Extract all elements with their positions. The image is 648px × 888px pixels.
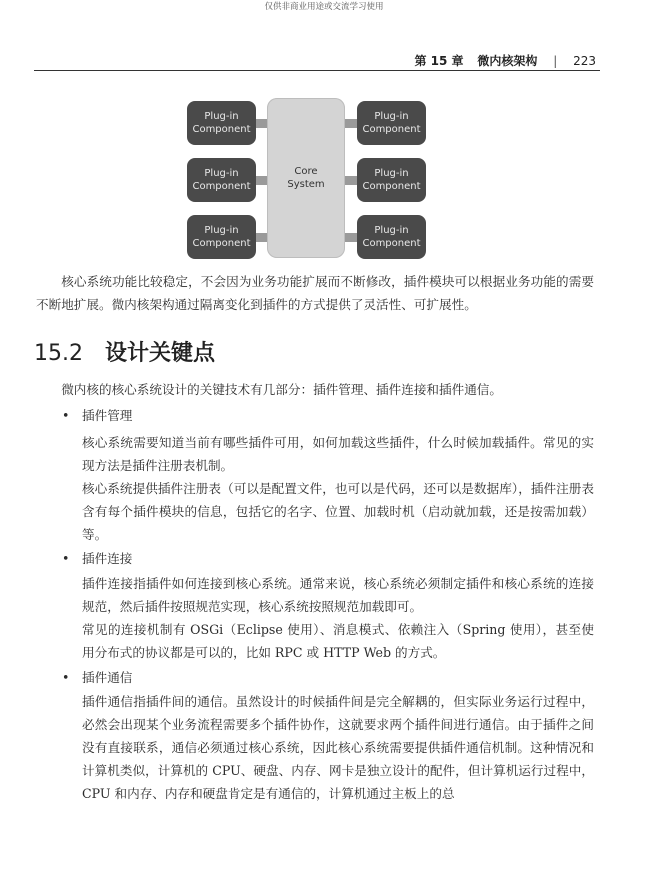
core-label-line1: Core [294,166,318,177]
plugin-box-right-bottom [357,215,426,259]
watermark-text: 仅供非商业用途或交流学习使用 [264,2,384,12]
plugin-label-line2: Component [362,181,421,192]
section-number: 15.2 [34,341,83,366]
item-paragraph: 核心系统提供插件注册表（可以是配置文件，也可以是代码，还可以是数据库），插件注册表含有每个插件模块的信息，包括它的名字、位置、加载时机（启动就加载，还是按需加载）等。 [82,481,594,542]
plugin-box-right-top [357,101,426,145]
running-header [34,52,600,71]
connector-right-bottom [345,233,357,242]
plugin-label-line2: Component [362,238,421,249]
item-paragraph: 常见的连接机制有 OSGi（Eclipse 使用）、消息模式、依赖注入（Spring 使用），甚至使用分布式的协议都是可以的，比如 RPC 或 HTTP Web 的方式。 [82,622,594,660]
bullet-marker: • [62,551,70,566]
bullet-marker: • [62,408,70,423]
item-label-plugin-management: 插件管理 [82,408,133,423]
item-label-plugin-connection: 插件连接 [82,551,133,566]
intro-paragraph: 核心系统功能比较稳定，不会因为业务功能扩展而不断修改，插件模块可以根据业务功能的需要不断地扩展。微内核架构通过隔离变化到插件的方式提供了灵活性、可扩展性。 [36,274,594,312]
plugin-box-left-middle [187,158,256,202]
header-right [414,52,596,69]
header-chapter: 第 15 章 [414,54,464,68]
microkernel-diagram [181,93,433,257]
plugin-label-line1: Plug-in [204,225,239,236]
section-heading [34,336,215,367]
page-number: 223 [573,54,596,68]
plugin-label-line2: Component [362,124,421,135]
connector-right-top [345,119,357,128]
plugin-label-line1: Plug-in [204,168,239,179]
plugin-box-left-bottom [187,215,256,259]
item-paragraph: 核心系统需要知道当前有哪些插件可用，如何加载这些插件，什么时候加载插件。常见的实现方法是插件注册表机制。 [82,435,594,473]
bullet-marker: • [62,670,70,685]
plugin-label-line1: Plug-in [204,111,239,122]
plugin-label-line2: Component [192,181,251,192]
section-intro-paragraph: 微内核的核心系统设计的关键技术有几部分：插件管理、插件连接和插件通信。 [61,382,502,397]
item-paragraph: 插件连接指插件如何连接到核心系统。通常来说，核心系统必须制定插件和核心系统的连接规范，然后插件按照规范实现，核心系统按照规范加载即可。 [82,576,594,614]
item-paragraph: 插件通信指插件间的通信。虽然设计的时候插件间是完全解耦的，但实际业务运行过程中，必然会出现某个业务流程需要多个插件协作，这就要求两个插件间进行通信。由于插件之间没有直接联系，通信必须通过核心系统，因此核心系统需要提供插件通信机制。这种情况和计算机类似，计算机的 CPU、硬盘、内存、网卡是独立设计的配件，但计算机运行过程中，CPU 和内存、内存和硬盘肯定是有通信的，计算机通过主板上的总 [82,694,594,801]
plugin-box-left-top [187,101,256,145]
item-label-plugin-communication: 插件通信 [82,670,133,685]
header-chapter-title: 微内核架构 [477,54,538,68]
header-separator: | [553,54,558,68]
plugin-box-right-middle [357,158,426,202]
plugin-label-line2: Component [192,238,251,249]
connector-right-middle [345,176,357,185]
core-label-line2: System [287,179,325,190]
plugin-label-line1: Plug-in [374,225,409,236]
plugin-label-line1: Plug-in [374,111,409,122]
plugin-label-line1: Plug-in [374,168,409,179]
core-system-box [267,98,345,258]
section-title: 设计关键点 [104,341,215,366]
plugin-label-line2: Component [192,124,251,135]
